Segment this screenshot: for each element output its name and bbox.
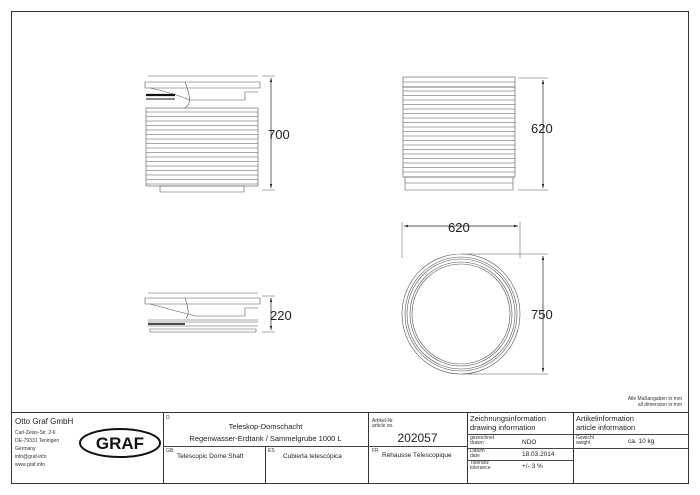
date-value: 18.03.2014 bbox=[522, 451, 555, 458]
graf-logo bbox=[79, 428, 161, 458]
dim-label-750: 750 bbox=[531, 307, 553, 322]
weight-label-en: weight bbox=[576, 440, 591, 446]
drawing-info-header-de: Zeichnungsinformation bbox=[470, 414, 546, 423]
company-city: DE-79331 Teningen bbox=[15, 438, 60, 444]
side-view bbox=[403, 77, 515, 190]
company-street: Carl-Zeiss-Str. 2-6 bbox=[15, 430, 56, 436]
gb-title: Telescopic Dome Shaft bbox=[177, 453, 244, 460]
company-name: Otto Graf GmbH bbox=[15, 417, 74, 426]
units-note bbox=[628, 397, 682, 408]
fr-code: FR bbox=[372, 448, 379, 454]
article-label-de: Artikel-Nr. bbox=[372, 418, 394, 424]
es-code: ES bbox=[268, 448, 275, 454]
title-block bbox=[11, 412, 689, 484]
tolerance-value: +/- 3 % bbox=[522, 463, 543, 470]
top-view-ring bbox=[402, 254, 520, 374]
weight-label-de: Gewicht bbox=[576, 435, 595, 441]
gb-code: GB bbox=[166, 448, 174, 454]
tolerance-label-de: Toleranz bbox=[470, 460, 489, 466]
drawing-info-header-en: drawing information bbox=[470, 423, 536, 432]
de-code: D bbox=[166, 415, 170, 421]
dim-label-220: 220 bbox=[270, 308, 292, 323]
company-web: www.graf.info bbox=[15, 462, 46, 468]
logo-text: GRAF bbox=[95, 434, 145, 453]
units-note-de: Alle Maßangaben in mm bbox=[627, 396, 682, 402]
units-note-en: all dimension in mm bbox=[637, 401, 682, 408]
front-view-extended bbox=[145, 76, 260, 192]
de-title: Teleskop-Domschacht bbox=[228, 422, 303, 431]
company-country: Germany bbox=[15, 446, 36, 452]
company-email: info@graf-info bbox=[15, 454, 47, 460]
date-label-en: date bbox=[470, 453, 480, 459]
drawn-value: NDO bbox=[522, 439, 537, 446]
es-title: Cubierta telescópica bbox=[283, 453, 342, 460]
dim-label-620-side: 620 bbox=[531, 121, 553, 136]
article-label-en: article no. bbox=[372, 423, 394, 429]
front-view-compressed bbox=[145, 293, 260, 332]
dim-label-620-top: 620 bbox=[448, 220, 470, 235]
article-number: 202057 bbox=[397, 431, 438, 445]
fr-title: Rehausse Télescopique bbox=[382, 452, 452, 459]
drawn-label-en: drawn bbox=[470, 440, 484, 446]
dim-label-700: 700 bbox=[268, 127, 290, 142]
article-info-header-en: article information bbox=[576, 423, 636, 432]
article-info-header-de: Artikelinformation bbox=[576, 414, 634, 423]
tolerance-label-en: tolerance bbox=[470, 465, 491, 471]
date-label-de: Datum bbox=[470, 448, 485, 454]
de-subtitle: Regenwasser-Erdtank / Sammelgrube 1000 L bbox=[189, 434, 342, 443]
drawn-label-de: gezeichnet bbox=[470, 435, 495, 441]
weight-value: ca. 10 kg bbox=[628, 438, 655, 445]
